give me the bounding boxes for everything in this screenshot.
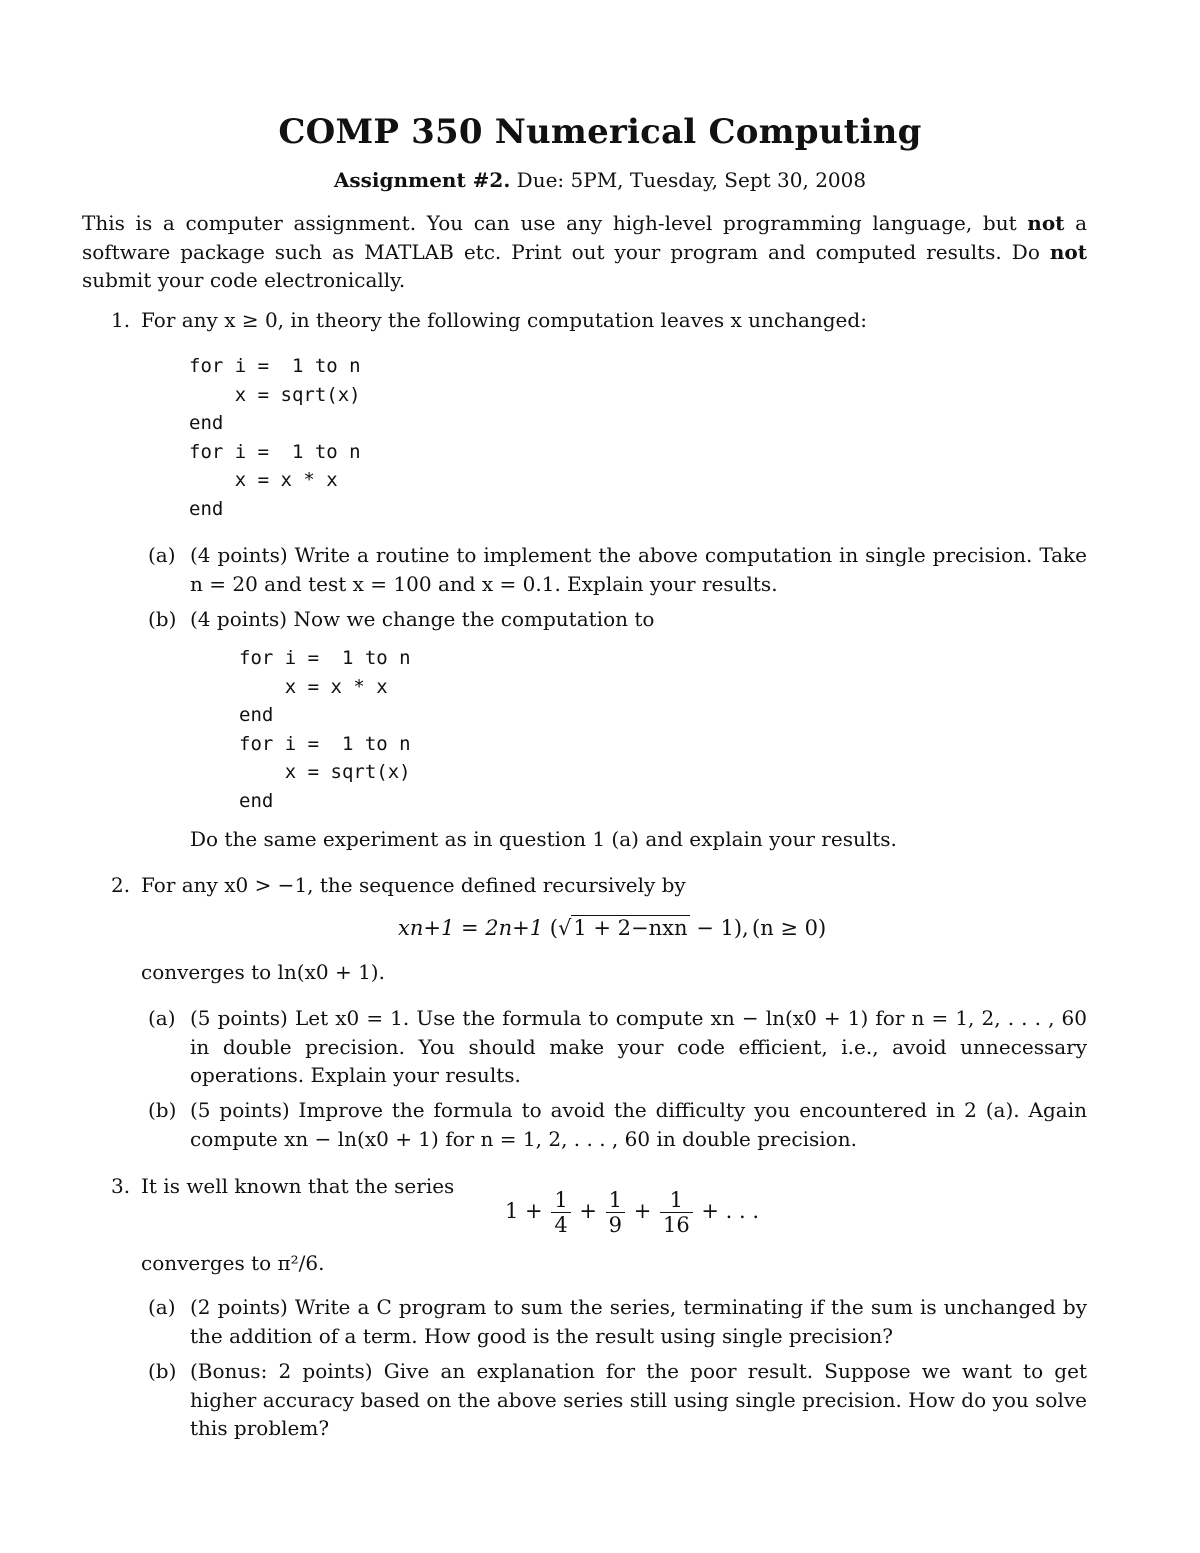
intro-paragraph [82,209,1087,295]
series-fraction: $\frac{1}{9}$ [606,1188,625,1237]
code-line: for i = 1 to n [189,355,361,377]
q3b-text: (Bonus: 2 points) Give an explanation for the poor result. Suppose we want to get higher accuracy based on the above series still using single precision. How do you solve this problem? [190,1359,1087,1440]
q3a-label: (a) [148,1295,176,1319]
code-line: for i = 1 to n [239,732,411,755]
assignment-subtitle [0,168,1200,192]
code-line: x = sqrt(x) [189,383,361,406]
q3-text: It is well known that the series [141,1174,455,1198]
q1-number: 1. [111,308,131,332]
intro-text-1: This is a computer assignment. You can use any high-level programming language, but [82,211,1028,235]
series-fraction: $\frac{1}{16}$ [660,1188,693,1237]
q1b-after-text: Do the same experiment as in question 1 (a) and explain your results. [190,827,897,851]
formula-lhs: xn+1 = 2n+1 [398,916,544,940]
q2-formula-condition: (n ≥ 0) [752,916,827,940]
code-line: end [239,704,274,726]
formula-root: 1 + 2−nxn [573,916,688,940]
page-title: COMP 350 Numerical Computing [278,112,922,152]
q1b-text: (4 points) Now we change the computation to [190,607,655,631]
q1-text: For any x ≥ 0, in theory the following computation leaves x unchanged: [141,308,867,332]
q3a-text: (2 points) Write a C program to sum the series, terminating if the sum is unchanged by the addition of a term. How good is the result using single precision? [190,1295,1087,1348]
q1a-label: (a) [148,543,176,567]
code-line: for i = 1 to n [189,440,361,463]
code-line: end [189,497,224,520]
q1b-code-block [239,644,411,815]
intro-text-3: submit your code electronically. [82,268,406,292]
q2b-label: (b) [148,1098,177,1122]
code-line: end [189,412,224,434]
series-fraction: $\frac{1}{4}$ [551,1188,570,1237]
q3-after-text: converges to π²/6. [141,1251,325,1275]
series-tail: + . . . [701,1199,760,1223]
q2a-label: (a) [148,1006,176,1030]
intro-emphasis-2: not [1049,239,1087,264]
q2-text: For any x0 > −1, the sequence defined recursively by [141,873,686,897]
formula-tail: − 1), [696,916,749,940]
q1-code-block [189,352,361,523]
q2-number: 2. [111,873,131,897]
q3b-label: (b) [148,1359,177,1383]
q3-number: 3. [111,1174,131,1198]
intro-emphasis-1: not [1027,211,1065,235]
q2-formula: xn+1 = 2n+1 (√1 + 2−nxn − 1), [398,916,749,940]
code-line: x = x * x [239,675,388,698]
q2b-text: (5 points) Improve the formula to avoid the difficulty you encountered in 2 (a). Again compute xn − ln(x0 + 1) for n = 1, 2, . . . , 60 in double precision. [190,1098,1087,1151]
q2-after-text: converges to ln(x0 + 1). [141,960,385,984]
code-line: end [239,789,274,812]
due-date: Due: 5PM, Tuesday, Sept 30, 2008 [516,168,867,192]
intro-text-2: a software package such as MATLAB etc. Print out your program and computed results. Do [82,211,1087,264]
code-line: for i = 1 to n [239,647,411,669]
q1a-text: (4 points) Write a routine to implement the above computation in single precision. Take n = 20 and test x = 100 and x = 0.1. Explain your results. [190,543,1087,596]
code-line: x = sqrt(x) [239,761,411,783]
code-line: x = x * x [189,469,338,491]
q2a-text: (5 points) Let x0 = 1. Use the formula to compute xn − ln(x0 + 1) for n = 1, 2, . . . , 60 in double precision. You should make your code efficient, i.e., avoid unnecessary operations. Explain your results. [190,1006,1087,1087]
series-one: 1 + [505,1199,543,1223]
assignment-number: Assignment #2. [333,168,511,192]
q3-series: 1 + $\frac{1}{4}$ + $\frac{1}{9}$ + $\frac{1}{16}$ + . . . [505,1188,760,1237]
q1b-label: (b) [148,607,177,631]
